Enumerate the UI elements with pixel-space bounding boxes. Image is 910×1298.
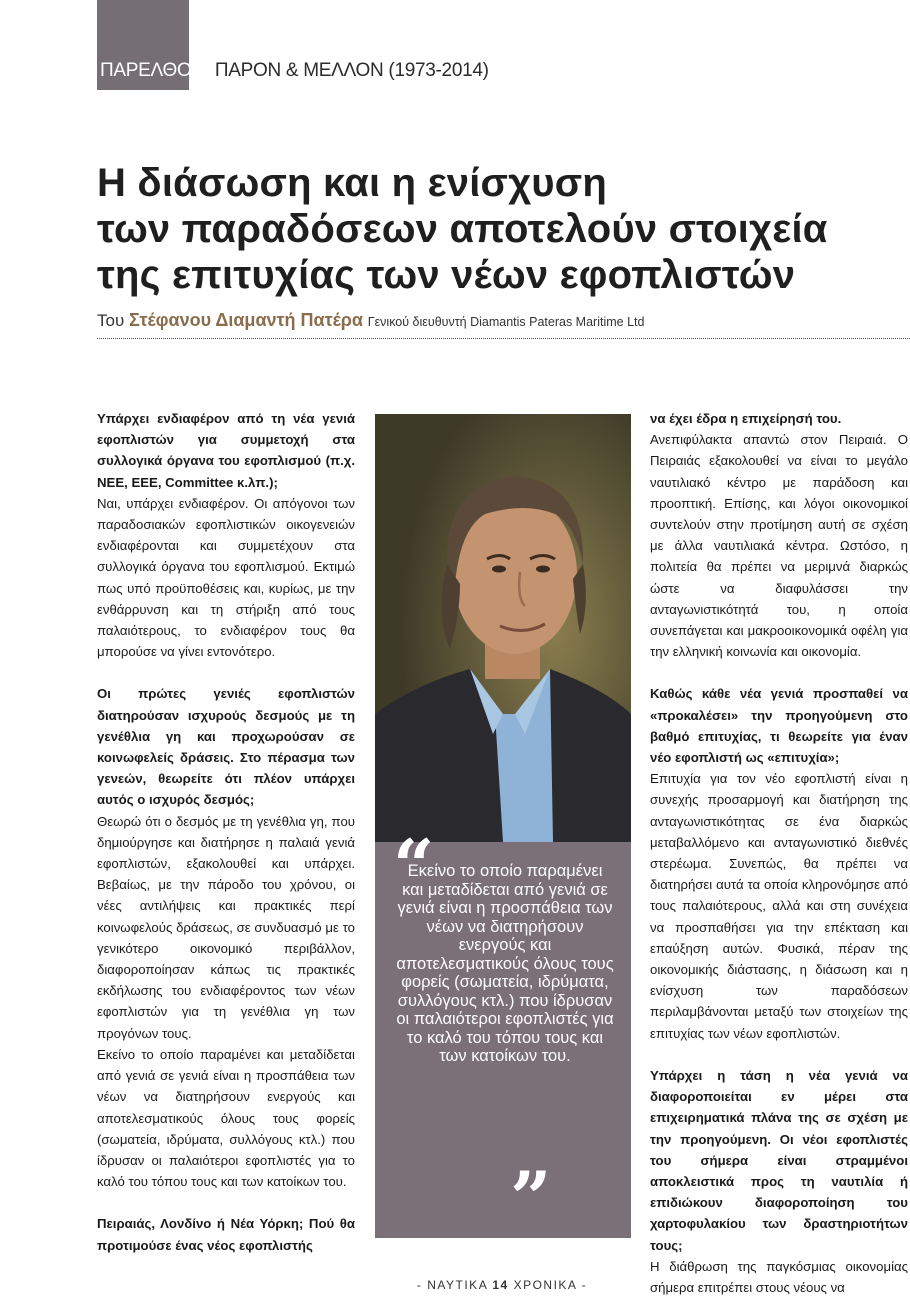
section-header bbox=[100, 60, 489, 82]
text-column-left bbox=[97, 408, 355, 1256]
section-header-first: ΠΑΡΕΛΘΟΝ, bbox=[100, 60, 210, 81]
pull-quote-text: Εκείνο το οποίο παραμένει και μεταδίδεται από γενιά σε γενιά είναι η προσπάθεια των νέων να διατηρήσουν ενεργούς και αποτελεσματικούς όλους τους φορείς (σωματεία, ιδρύματα, συλλόγους κτλ.) που ίδρυσαν οι παλαιότεροι εφοπλιστές για το καλό του τόπου τους και των κατοίκων του. bbox=[396, 862, 614, 1065]
byline-prefix: Του bbox=[97, 311, 125, 330]
text-column-right bbox=[650, 408, 908, 1298]
open-quote-icon: “ bbox=[393, 823, 435, 908]
article-title-line: της επιτυχίας των νέων εφοπλιστών bbox=[97, 253, 796, 297]
author-name: Στέφανου Διαμαντή Πατέρα bbox=[129, 310, 363, 330]
interview-question: Υπάρχει ενδιαφέρον από τη νέα γενιά εφοπλιστών για συμμετοχή στα συλλογικά όργανα του εφοπλισμού (π.χ. ΝΕΕ, ΕΕΕ, Committee κ.λπ.); bbox=[97, 411, 355, 490]
byline bbox=[97, 310, 644, 331]
close-quote-icon: ” bbox=[510, 1155, 552, 1240]
portrait-illustration bbox=[375, 414, 631, 842]
interview-answer: Ναι, υπάρχει ενδιαφέρον. Οι απόγονοι των παραδοσιακών εφοπλιστικών οικογενειών ενδιαφέρονται και συμμετέχουν στα συλλογικά όργανα του εφοπλισμού. Εκτιμώ πως υπό προϋποθέσεις και, κυρίως, με την ενθάρρυνση και τη στήριξη από τους παλαιότερους, το ενδιαφέρον τους θα μπορούσε να γίνει εντονότερο. bbox=[97, 495, 355, 660]
interview-question: Καθώς κάθε νέα γενιά προσπαθεί να «προκαλέσει» την προηγούμενη στο βαθμό επιτυχίας, τι θεωρείτε για έναν νέο εφοπλιστή ως «επιτυχία»; bbox=[650, 686, 908, 766]
author-role: Γενικού διευθυντή Diamantis Pateras Maritime Ltd bbox=[367, 315, 645, 329]
article-title-line: των παραδόσεων αποτελούν στοιχεία bbox=[97, 207, 828, 251]
interview-answer: Η διάθρωση της παγκόσμιας οικονομίας σήμερα επιτρέπει στους νέους να bbox=[650, 1258, 908, 1295]
author-portrait-photo bbox=[375, 414, 631, 842]
footer-right: ΧΡΟΝΙΚΑ - bbox=[508, 1278, 588, 1292]
section-header-rest: ΠΑΡΟΝ & ΜΕΛΛΟΝ (1973-2014) bbox=[209, 60, 489, 81]
interview-question: Πειραιάς, Λονδίνο ή Νέα Υόρκη; Πού θα προτιμούσε ένας νέος εφοπλιστής bbox=[97, 1216, 355, 1253]
interview-answer: Θεωρώ ότι ο δεσμός με τη γενέθλια γη, που δημιούργησε και διατήρησε η παλαιά γενιά εφοπλιστών, εξακολουθεί και υπάρχει. Βεβαίως, με την πάροδο του χρόνου, οι νέες αντιλήψεις και πρακτικές περί κοινωφελούς δράσεως, σε συνδυασμό με το γενικότερο οικονομικό περιβάλλον, διαφοροποίησαν κάπως τις πρακτικές εκδήλωσης του ενδιαφέροντος των νέων εφοπλιστών για τη γενέθλια γη των προγόνων τους. bbox=[97, 813, 355, 1041]
page-footer bbox=[0, 1278, 910, 1292]
byline-divider bbox=[97, 338, 910, 339]
footer-left: - ΝΑΥΤΙΚΑ bbox=[416, 1278, 493, 1292]
article-title bbox=[97, 160, 828, 298]
interview-answer: Εκείνο το οποίο παραμένει και μεταδίδεται από γενιά σε γενιά είναι η προσπάθεια των νέων να διατηρήσουν ενεργούς και αποτελεσματικούς όλους τους φορείς (σωματεία, ιδρύματα, συλλόγους κτλ.) που ίδρυσαν οι παλαιότεροι εφοπλιστές για το καλό του τόπου τους και των κατοίκων του. bbox=[97, 1046, 355, 1190]
interview-question: Υπάρχει η τάση η νέα γενιά να διαφοροποιείται εν μέρει στα επιχειρηματικά πλάνα της σε σχέση με την προηγούμενη. Οι νέοι εφοπλιστές του σήμερα είναι στραμμένοι αποκλειστικά προς τη ναυτιλία ή επιδιώκουν διαφοροποίηση του χαρτοφυλακίου των δραστηριοτήτων τους; bbox=[650, 1067, 908, 1253]
interview-question: να έχει έδρα η επιχείρησή του. bbox=[650, 411, 842, 426]
interview-answer: Ανεπιφύλακτα απαντώ στον Πειραιά. Ο Πειραιάς εξακολουθεί να είναι το μεγάλο ναυτιλιακό κέντρο με παράδοση και προοπτική. Επίσης, και λόγοι οικονομικοί συντελούν στην προτίμηση αυτή σε σχέση με άλλα ναυτιλιακά κέντρα. Ωστόσο, η πολιτεία θα πρέπει να μεριμνά διαρκώς ώστε να διαφυλάσσει την ανταγωνιστικότητά του, η οποία συνεπάγεται και μακροοικονομικά οφέλη για την ελληνική κοινωνία και οικονομία. bbox=[650, 432, 908, 660]
article-title-line: Η διάσωση και η ενίσχυση bbox=[97, 161, 607, 205]
interview-answer: Επιτυχία για τον νέο εφοπλιστή είναι η συνεχής προσαρμογή και διατήρηση της ανταγωνιστικότητας σε ένα διαρκώς μεταβαλλόμενο και ανταγωνιστικό διεθνές στερέωμα. Συνεπώς, θα πρέπει να διατηρήσει αυτά τα οποία κληρονόμησε από τους παλαιότερους, αλλά και στη συνέχεια να προσπαθήσει για την επέκταση και επαύξηση αυτών. Φυσικά, πέραν της οικονομικής διάστασης, η διάσωση και η ενίσχυση των παραδόσεων περιλαμβάνονται μεταξύ των στοιχείων της επιτυχίας των νέων εφοπλιστών. bbox=[650, 771, 908, 1041]
interview-question: Οι πρώτες γενιές εφοπλιστών διατηρούσαν ισχυρούς δεσμούς με τη γενέθλια γη και προχωρούσαν σε κοινωφελείς δράσεις. Στο πέρασμα των γενεών, θεωρείτε ότι πλέον υπάρχει αυτός ο ισχυρός δεσμός; bbox=[97, 686, 355, 808]
page-number: 14 bbox=[492, 1278, 509, 1292]
